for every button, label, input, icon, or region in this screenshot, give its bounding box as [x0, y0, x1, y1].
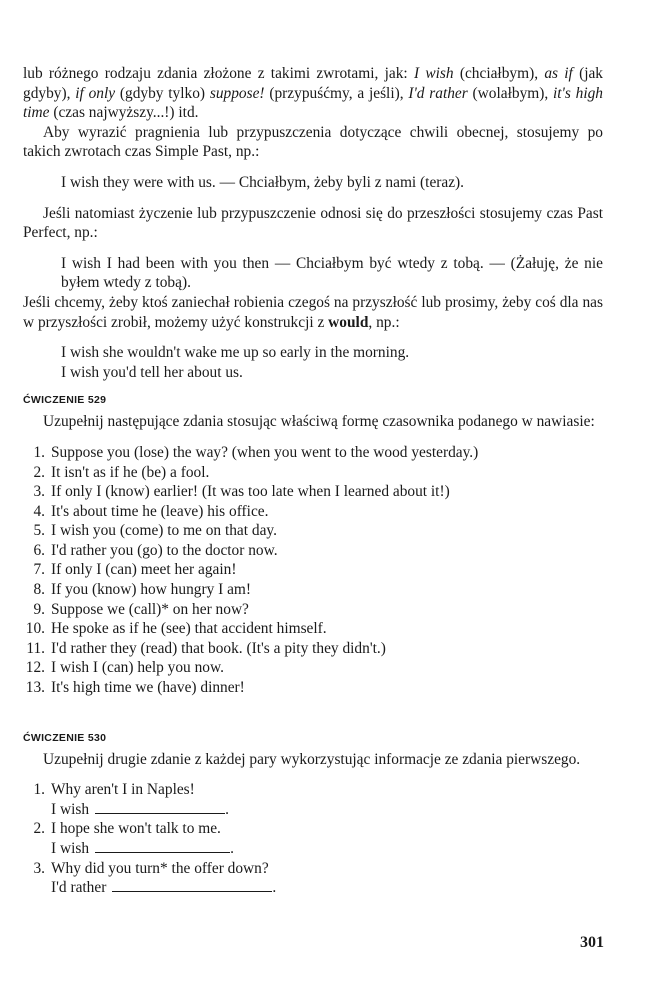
- item-number: 5.: [33, 522, 45, 540]
- answer-prompt: I'd rather: [51, 879, 107, 897]
- item-number: 6.: [33, 541, 45, 559]
- phrase-as-if: as if: [544, 65, 573, 82]
- list-item: [23, 780, 603, 819]
- item-text: I wish I (can) help you now.: [51, 659, 224, 677]
- list-item: [23, 819, 603, 858]
- text-run: lub różnego rodzaju zdania złożone z takimi zwrotami, jak:: [23, 65, 414, 82]
- period: .: [230, 840, 234, 857]
- text-run: (gdyby tylko): [115, 84, 210, 102]
- intro-paragraph-2: Aby wyrazić pragnienia lub przypuszczenia dotyczące chwili obecnej, stosujemy po takich zwrotach czas Simple Past, np.:: [23, 123, 603, 161]
- answer-blank[interactable]: [112, 879, 272, 892]
- text-run: Jeśli chcemy, żeby ktoś zaniechał robienia czegoś na przyszłość lub prosimy, żeby coś dla nas w przyszłości zrobił, możemy użyć konstrukcji z: [23, 293, 603, 331]
- list-item: [23, 502, 603, 522]
- item-number: 7.: [33, 561, 45, 579]
- answer-line: [51, 878, 603, 898]
- exercise-529-heading: ĆWICZENIE 529: [23, 394, 107, 407]
- text-run: (czas najwyższy...!) itd.: [49, 104, 199, 122]
- item-text: Why did you turn* the offer down?: [51, 859, 269, 877]
- item-text: If you (know) how hungry I am!: [51, 581, 252, 599]
- phrase-i-wish: I wish: [413, 65, 454, 82]
- text-run: (wolałbym),: [467, 84, 553, 102]
- list-item: [23, 580, 603, 600]
- list-item: [23, 482, 603, 502]
- list-item: [23, 619, 603, 639]
- list-item: [23, 639, 603, 659]
- item-number: 2.: [33, 820, 45, 838]
- item-number: 1.: [33, 781, 45, 799]
- item-number: 4.: [33, 502, 45, 520]
- example-sentence: I wish I had been with you then — Chciałbym być wtedy z tobą. — (Żałuję, że nie byłem wtedy z tobą).: [61, 254, 603, 292]
- list-item: [23, 600, 603, 620]
- exercise-529-instruction: Uzupełnij następujące zdania stosując właściwą formę czasownika podanego w nawiasie:: [43, 413, 595, 431]
- text-run: (przypuśćmy, a jeśli),: [264, 84, 409, 102]
- item-number: 12.: [25, 659, 45, 677]
- text-run: (jak gdyby),: [23, 65, 604, 102]
- item-number: 10.: [25, 620, 45, 638]
- intro-paragraph-1: [23, 64, 603, 123]
- list-item: [23, 560, 603, 580]
- keyword-would: would: [328, 313, 369, 331]
- item-text: I wish you (come) to me on that day.: [51, 522, 277, 540]
- period: .: [272, 879, 277, 897]
- phrase-suppose: suppose!: [209, 84, 265, 102]
- page-content: [23, 64, 603, 898]
- list-item: [23, 678, 603, 698]
- phrase-high-time: it's high time: [23, 84, 603, 122]
- page-number: 301: [580, 934, 604, 951]
- exercise-530-heading: ĆWICZENIE 530: [23, 731, 107, 744]
- answer-line: [51, 839, 603, 859]
- list-item: [23, 658, 603, 678]
- intro-paragraph-4: [23, 293, 603, 332]
- answer-prompt: I wish: [51, 800, 90, 818]
- exercise-529-list: [23, 443, 603, 698]
- item-text: If only I (can) meet her again!: [51, 561, 237, 579]
- item-number: 3.: [33, 483, 45, 501]
- item-number: 1.: [33, 443, 45, 461]
- item-number: 9.: [33, 600, 45, 618]
- text-run: (chciałbym),: [453, 65, 545, 82]
- item-text: It's high time we (have) dinner!: [51, 679, 245, 697]
- item-number: 13.: [25, 679, 45, 697]
- phrase-if-only: if only: [75, 84, 116, 102]
- list-item: [23, 443, 603, 463]
- intro-paragraph-3: Jeśli natomiast życzenie lub przypuszczenie odnosi się do przeszłości stosujemy czas Past Perfect, np.:: [23, 204, 603, 242]
- item-text: It's about time he (leave) his office.: [51, 502, 269, 520]
- list-item: [23, 463, 603, 483]
- item-text: I hope she won't talk to me.: [51, 820, 221, 838]
- item-text: I'd rather they (read) that book. (It's a pity they didn't.): [51, 639, 386, 657]
- example-sentence: I wish you'd tell her about us.: [61, 363, 243, 381]
- answer-prompt: I wish: [51, 840, 90, 857]
- item-text: Suppose we (call)* on her now?: [51, 600, 249, 618]
- period: .: [225, 800, 229, 818]
- list-item: [23, 541, 603, 561]
- list-item: [23, 521, 603, 541]
- phrase-id-rather: I'd rather: [408, 84, 468, 102]
- item-text: Suppose you (lose) the way? (when you went to the wood yesterday.): [51, 443, 479, 461]
- item-number: 3.: [33, 859, 45, 877]
- example-sentence: I wish she wouldn't wake me up so early in the morning.: [61, 344, 410, 362]
- answer-blank[interactable]: [95, 840, 230, 853]
- example-sentence: I wish they were with us. — Chciałbym, żeby byli z nami (teraz).: [61, 173, 465, 191]
- item-number: 2.: [33, 463, 45, 481]
- answer-line: [51, 800, 603, 820]
- item-text: It isn't as if he (be) a fool.: [51, 463, 210, 481]
- item-text: Why aren't I in Naples!: [51, 781, 195, 799]
- text-run: , np.:: [368, 313, 400, 331]
- item-text: I'd rather you (go) to the doctor now.: [51, 541, 278, 559]
- item-text: He spoke as if he (see) that accident himself.: [51, 620, 327, 638]
- exercise-530-list: [23, 780, 603, 898]
- answer-blank[interactable]: [95, 801, 225, 814]
- item-number: 8.: [33, 581, 45, 599]
- exercise-530-instruction: Uzupełnij drugie zdanie z każdej pary wykorzystując informacje ze zdania pierwszego.: [43, 750, 581, 768]
- list-item: [23, 859, 603, 898]
- item-number: 11.: [26, 639, 45, 657]
- item-text: If only I (know) earlier! (It was too late when I learned about it!): [51, 483, 450, 501]
